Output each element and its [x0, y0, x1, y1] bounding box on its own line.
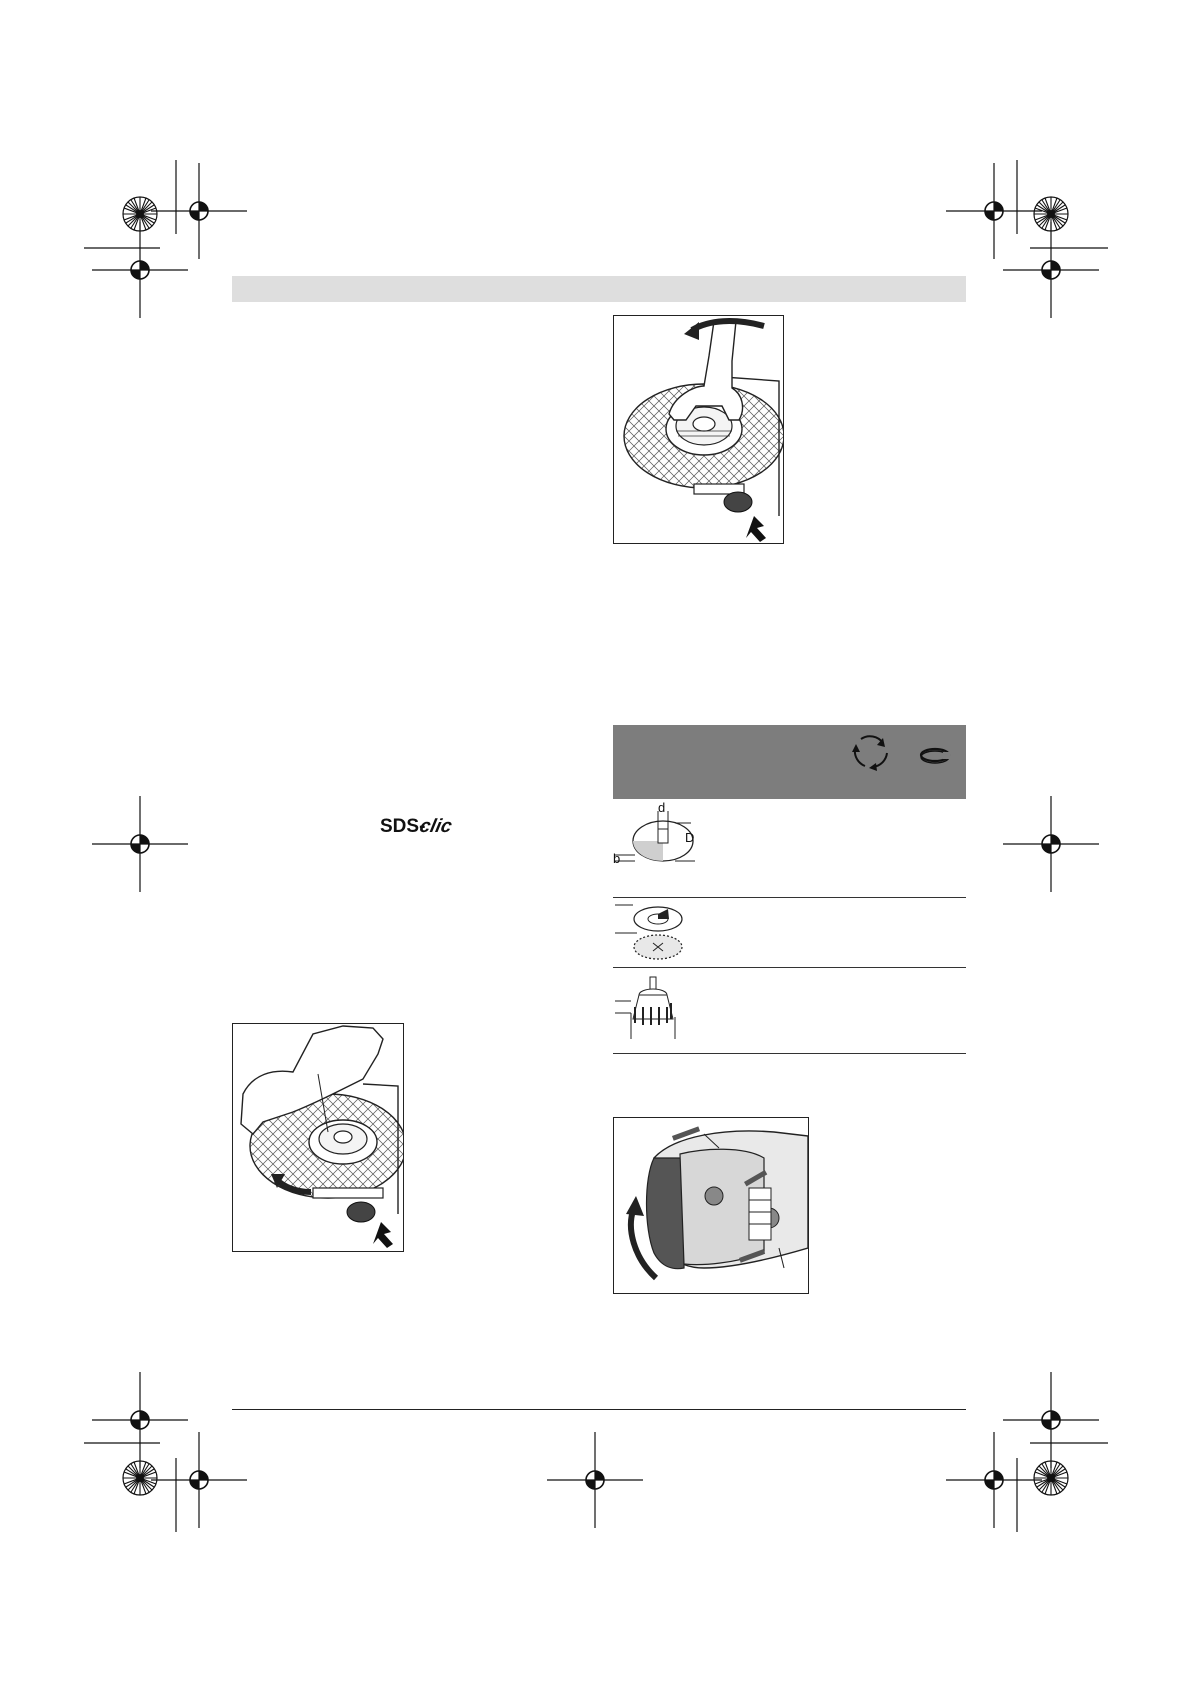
sds-logo-prefix: SDS- [380, 816, 426, 837]
grinding-disc-stack-icon [613, 897, 966, 967]
table-row [613, 799, 966, 898]
dimension-label-D: D [685, 830, 695, 845]
figure-unlock-flange-wrench [613, 315, 784, 544]
dimension-label-b: b [613, 851, 621, 866]
sds-logo-suffix: clic [417, 816, 454, 837]
press-arrow-icon [373, 1222, 393, 1248]
recycle-icon [852, 736, 887, 771]
cup-brush-icon [613, 967, 966, 1053]
sds-clic-logo [380, 812, 475, 838]
page-header-band [232, 276, 966, 302]
figure-hand-rotate-disc [232, 1023, 404, 1252]
table-row [613, 897, 966, 968]
page-footer-rule [232, 1409, 966, 1410]
table-header [613, 725, 966, 799]
disc-dimensions-icon [613, 799, 966, 897]
figure-rotate-gear-head [613, 1117, 809, 1294]
table-row [613, 967, 966, 1054]
accessory-table [613, 725, 966, 1030]
press-arrow-icon [746, 516, 766, 542]
dimension-label-d: d [658, 800, 666, 815]
ring-icon [921, 749, 950, 763]
